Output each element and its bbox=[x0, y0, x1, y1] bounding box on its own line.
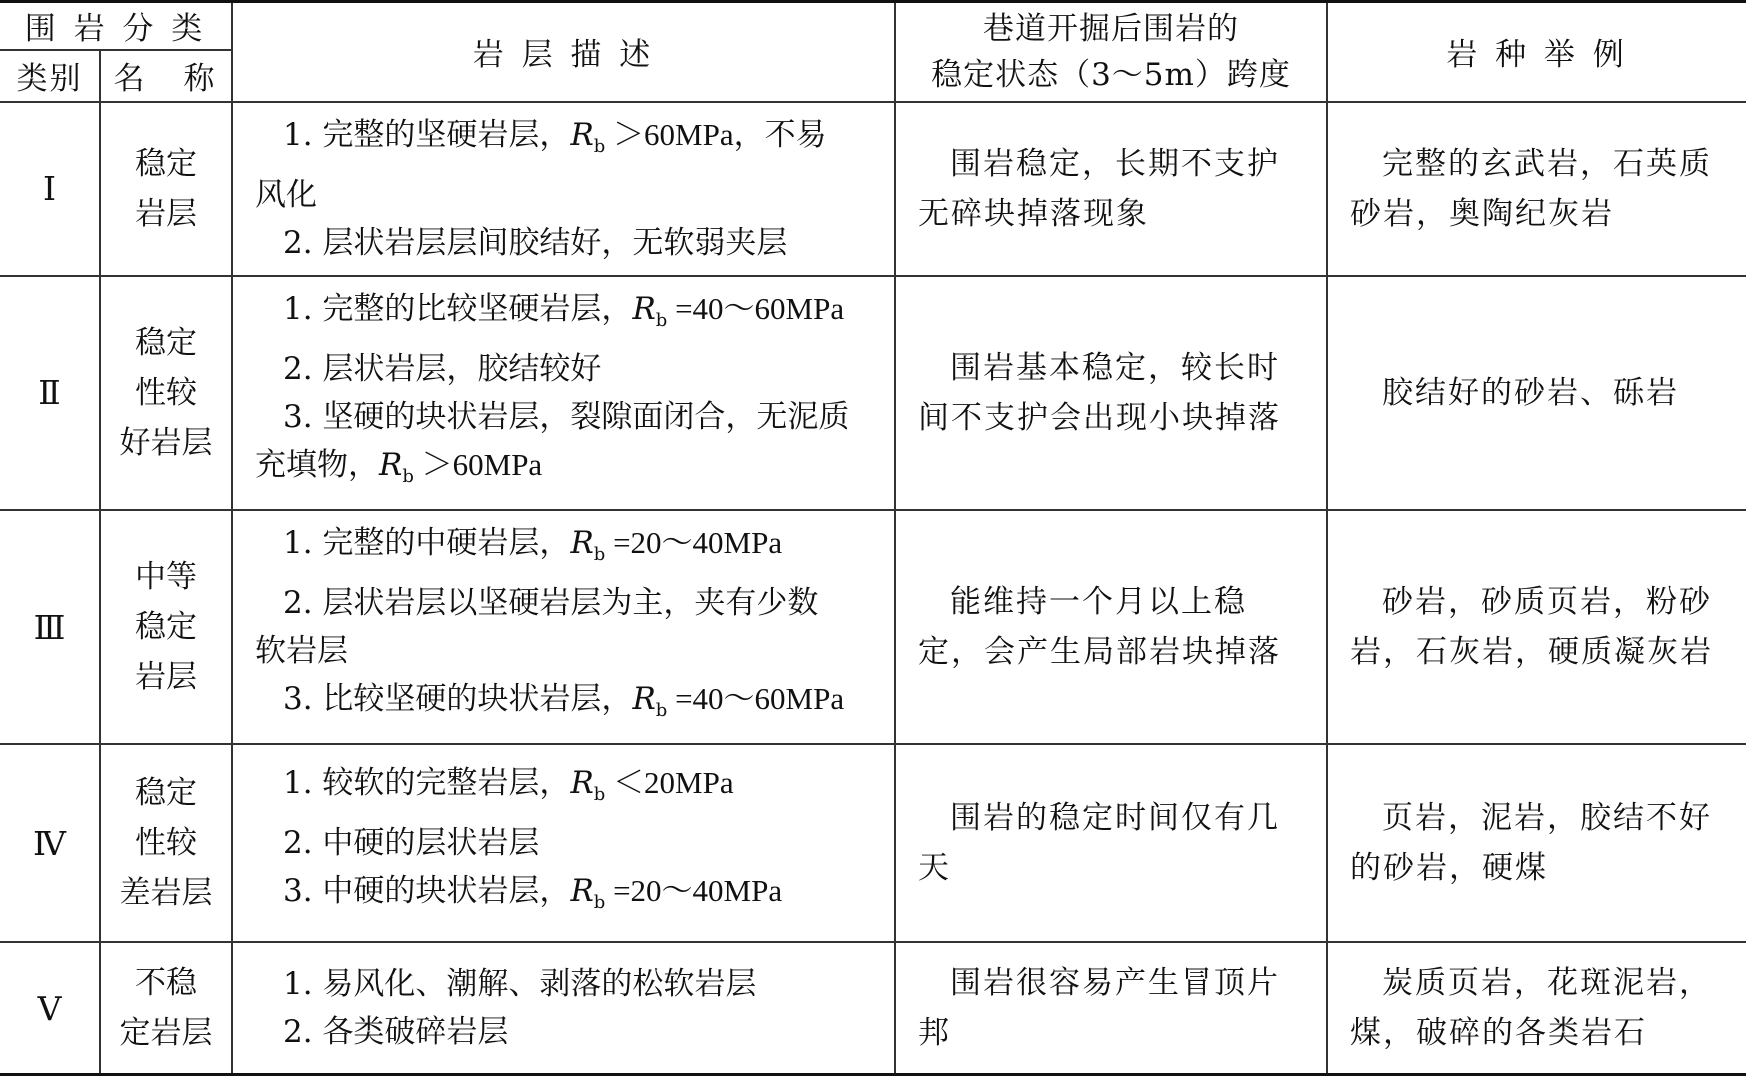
cell-type: Ⅱ bbox=[0, 276, 100, 510]
description-line: 软岩层 bbox=[255, 633, 348, 670]
description-line: 充填物，$R_b >60MPa$ bbox=[255, 446, 543, 488]
name-line: 差岩层 bbox=[119, 875, 213, 912]
cell-name bbox=[100, 942, 232, 1074]
table-row bbox=[0, 102, 1746, 276]
table-row bbox=[0, 510, 1746, 744]
name-line: 稳定 bbox=[135, 324, 197, 361]
cell-examples: 砂岩，砂质页岩，粉砂岩，石灰岩，硬质凝灰岩 bbox=[1327, 510, 1746, 744]
rb-symbol: $R_b$ bbox=[570, 873, 606, 914]
cell-examples: 炭质页岩，花斑泥岩，煤，破碎的各类岩石 bbox=[1327, 942, 1746, 1074]
description-line: 1. 完整的比较坚硬岩层，$R_b$ =40～60MPa bbox=[283, 290, 845, 331]
description-line: 3. 比较坚硬的块状岩层，$R_b$ =40～60MPa bbox=[283, 681, 845, 722]
header-stability bbox=[895, 2, 1327, 102]
cell-examples: 完整的玄武岩，石英质砂岩，奥陶纪灰岩 bbox=[1327, 102, 1746, 276]
cell-name bbox=[100, 744, 232, 942]
rb-symbol: $R_b$ bbox=[632, 681, 668, 722]
name-line: 性较 bbox=[135, 825, 197, 862]
description-line: 1. 完整的坚硬岩层，$R_b >60MPa$，不易 bbox=[283, 116, 827, 157]
name-line: 稳定 bbox=[135, 775, 197, 812]
cell-stability: 围岩稳定，长期不支护无碎块掉落现象 bbox=[895, 102, 1327, 276]
rb-symbol: $R_b$ bbox=[379, 446, 414, 488]
name-line: 岩层 bbox=[135, 195, 197, 232]
header-stability-line2: 稳定状态（3～5m）跨度 bbox=[931, 56, 1291, 93]
table-row bbox=[0, 942, 1746, 1074]
description-line: 风化 bbox=[255, 176, 317, 213]
description-line: 2. 各类破碎岩层 bbox=[283, 1014, 509, 1051]
description-line: 3. 坚硬的块状岩层，裂隙面闭合，无泥质 bbox=[283, 398, 850, 435]
header-stability-line1: 巷道开掘后围岩的 bbox=[983, 10, 1239, 47]
cell-type: Ⅳ bbox=[0, 744, 100, 942]
rb-symbol: $R_b$ bbox=[570, 116, 606, 157]
cell-type: Ⅴ bbox=[0, 942, 100, 1074]
cell-description bbox=[232, 942, 895, 1074]
cell-description bbox=[232, 102, 895, 276]
table-row bbox=[0, 744, 1746, 942]
description-line: 1. 完整的中硬岩层，$R_b$ =20～40MPa bbox=[283, 525, 783, 566]
table-body bbox=[0, 102, 1746, 1075]
cell-type: Ⅲ bbox=[0, 510, 100, 744]
cell-name bbox=[100, 276, 232, 510]
header-classification: 围 岩 分 类 bbox=[0, 2, 232, 50]
cell-description bbox=[232, 744, 895, 942]
description-line: 3. 中硬的块状岩层，$R_b$ =20～40MPa bbox=[283, 873, 783, 914]
header-type: 类别 bbox=[0, 50, 100, 102]
cell-type: Ⅰ bbox=[0, 102, 100, 276]
header-examples: 岩 种 举 例 bbox=[1327, 2, 1746, 102]
name-line: 稳定 bbox=[135, 145, 197, 182]
description-line: 1. 较软的完整岩层，$R_b <20MPa$ bbox=[283, 765, 734, 806]
cell-stability: 围岩的稳定时间仅有几天 bbox=[895, 744, 1327, 942]
description-line: 2. 层状岩层以坚硬岩层为主，夹有少数 bbox=[283, 585, 819, 622]
rb-symbol: $R_b$ bbox=[632, 290, 668, 331]
description-line: 2. 中硬的层状岩层 bbox=[283, 825, 540, 862]
cell-stability: 围岩基本稳定，较长时间不支护会出现小块掉落 bbox=[895, 276, 1327, 510]
cell-name bbox=[100, 102, 232, 276]
name-line: 中等 bbox=[135, 559, 197, 596]
name-line: 性较 bbox=[135, 374, 197, 411]
cell-examples: 页岩，泥岩，胶结不好的砂岩，硬煤 bbox=[1327, 744, 1746, 942]
cell-examples: 胶结好的砂岩、砾岩 bbox=[1327, 276, 1746, 510]
cell-description bbox=[232, 510, 895, 744]
cell-name bbox=[100, 510, 232, 744]
table-row bbox=[0, 276, 1746, 510]
cell-description bbox=[232, 276, 895, 510]
rb-symbol: $R_b$ bbox=[570, 525, 606, 566]
cell-stability: 围岩很容易产生冒顶片邦 bbox=[895, 942, 1327, 1074]
name-line: 稳定 bbox=[135, 609, 197, 646]
header-description: 岩 层 描 述 bbox=[232, 2, 895, 102]
description-line: 2. 层状岩层，胶结较好 bbox=[283, 350, 602, 387]
description-line: 1. 易风化、潮解、剥落的松软岩层 bbox=[283, 966, 757, 1003]
name-line: 岩层 bbox=[135, 659, 197, 696]
description-line: 2. 层状岩层层间胶结好，无软弱夹层 bbox=[283, 224, 788, 261]
cell-stability: 能维持一个月以上稳定，会产生局部岩块掉落 bbox=[895, 510, 1327, 744]
name-line: 定岩层 bbox=[119, 1015, 213, 1052]
name-line: 不稳 bbox=[135, 965, 197, 1002]
header-name: 名 称 bbox=[100, 50, 232, 102]
rb-symbol: $R_b$ bbox=[570, 765, 606, 806]
name-line: 好岩层 bbox=[119, 424, 213, 461]
